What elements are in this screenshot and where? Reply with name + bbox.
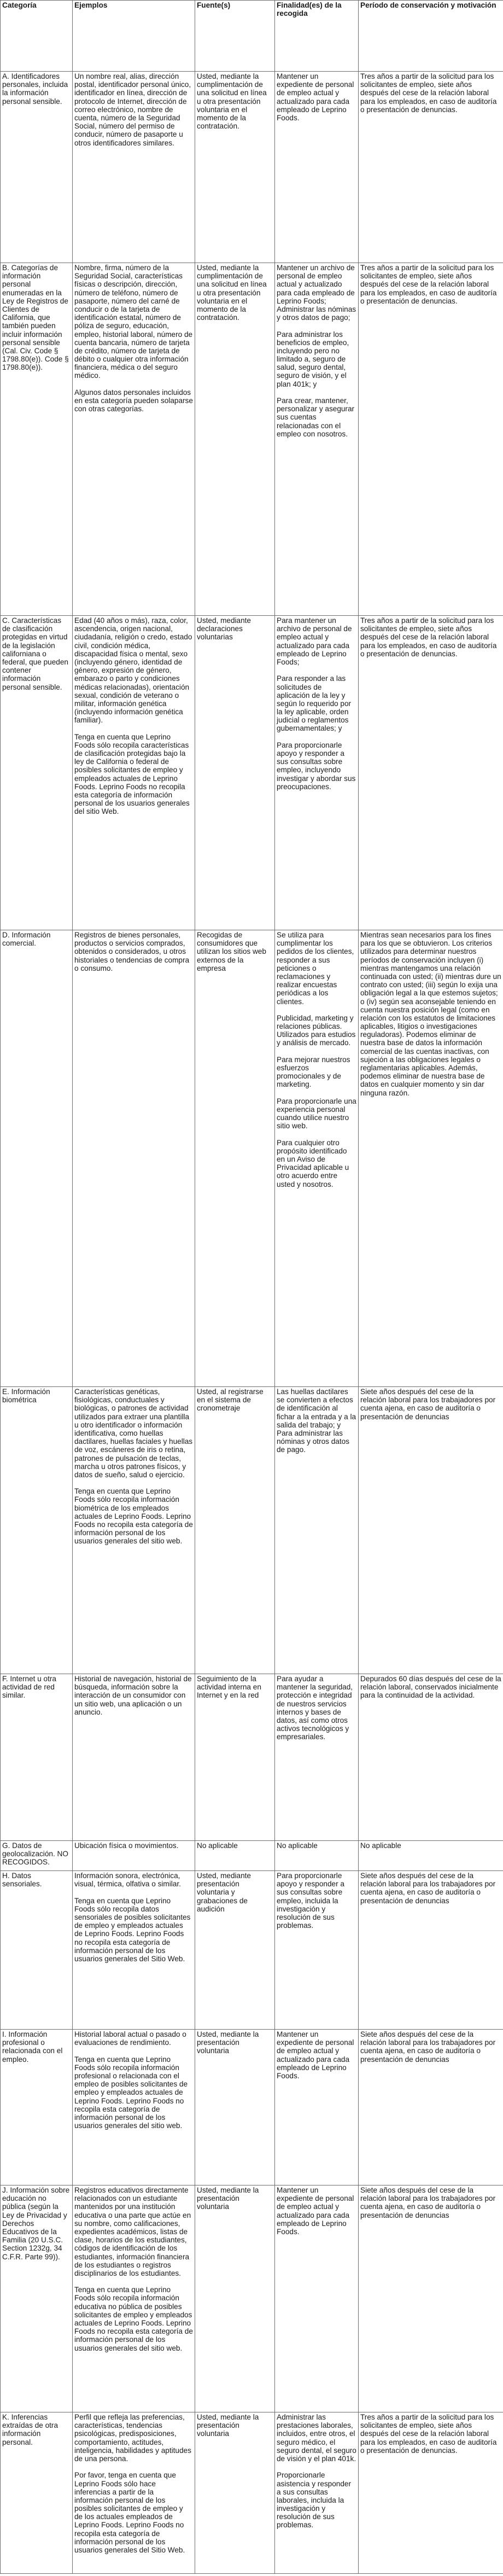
table-header-row <box>1 1 503 72</box>
cell-ejemplos: Historial de navegación, historial de búsqueda, información sobre la interacción de un consumidor con un sitio web, una aplicación o un anuncio. <box>73 1674 195 1841</box>
cell-periodo: Siete años después del cese de la relación laboral para los trabajadores por cuenta ajena, en caso de auditoría o presentación de denuncias <box>359 2030 503 2185</box>
cell-finalidad: Mantener un expediente de personal de empleo actual y actualizado para cada empleado de Leprino Foods. <box>275 2030 359 2185</box>
cell-categoria: B. Categorías de información personal enumeradas en la Ley de Registros de Clientes de California, que también pueden incluir información personal sensible (Cal. Civ. Code § 1798.80(e)). Code § 1798.80(e)). <box>1 263 73 616</box>
cell-periodo: Siete años después del cese de la relación laboral para los trabajadores por cuenta ajena, en caso de auditoría o presentación de denuncias <box>359 1387 503 1674</box>
cell-fuentes: Seguimiento de la actividad interna en Internet y en la red <box>195 1674 275 1841</box>
cell-finalidad: Para proporcionarle apoyo y responder a sus consultas sobre empleo, incluida la investigación y resolución de sus problemas. <box>275 1871 359 2030</box>
cell-periodo: Tres años a partir de la solicitud para los solicitantes de empleo, siete años después del cese de la relación laboral para los empleados, en caso de auditoría o presentación de denuncias. <box>359 616 503 930</box>
cell-ejemplos: Nombre, firma, número de la Seguridad Social, características físicas o descripción, dirección, número de teléfono, número de pasaporte, número del carné de conducir o de la tarjeta de identificación estatal, número de póliza de seguro, educación, empleo, historial laboral, número de cuenta bancaria, número de tarjeta de crédito, número de tarjeta de débito o cualquier otra información financiera, médica o del seguro médico. Algunos datos personales incluidos en esta categoría pueden solaparse con otras categorías. <box>73 263 195 616</box>
table-row <box>1 263 503 616</box>
cell-categoria: D. Información comercial. <box>1 930 73 1387</box>
cell-fuentes: Usted, mediante la cumplimentación de una solicitud en línea u otra presentación voluntaria en el momento de la contratación. <box>195 72 275 263</box>
cell-finalidad: No aplicable <box>275 1841 359 1871</box>
header-categoria: Categoría <box>1 1 73 72</box>
cell-categoria: G. Datos de geolocalización. NO RECOGIDOS. <box>1 1841 73 1871</box>
cell-ejemplos: Un nombre real, alias, dirección postal, identificador personal único, identificador en línea, dirección de protocolo de Internet, dirección de correo electrónico, nombre de cuenta, número de la Seguridad Social, número del permiso de conducir, número de pasaporte u otros identificadores similares. <box>73 72 195 263</box>
cell-fuentes: No aplicable <box>195 1841 275 1871</box>
table-row <box>1 930 503 1387</box>
cell-categoria: A. Identificadores personales, incluida la información personal sensible. <box>1 72 73 263</box>
cell-finalidad: Administrar las prestaciones laborales, incluidos, entre otros, el seguro médico, el seguro dental, el seguro de visión y el plan 401k. Proporcionarle asistencia y responder a sus consultas laborales, incluida la investigación y resolución de sus problemas. <box>275 2412 359 2574</box>
cell-ejemplos: Edad (40 años o más), raza, color, ascendencia, origen nacional, ciudadanía, religión o credo, estado civil, condición médica, discapacidad física o mental, sexo (incluyendo género, identidad de género, expresión de género, embarazo o parto y condiciones médicas relacionadas), orientación sexual, condición de veterano o militar, información genética (incluyendo información genética familiar). Tenga en cuenta que Leprino Foods sólo recopila características de clasificación protegidas bajo la ley de California o federal de posibles solicitantes de empleo y empleados actuales de Leprino Foods. Leprino Foods no recopila esta categoría de información personal de los usuarios generales del sitio Web. <box>73 616 195 930</box>
cell-fuentes: Usted, mediante la presentación voluntaria <box>195 2412 275 2574</box>
cell-fuentes: Usted, mediante la presentación voluntaria <box>195 2030 275 2185</box>
cell-categoria: C. Características de clasificación protegidas en virtud de la legislación californiana o federal, que pueden contener información personal sensible. <box>1 616 73 930</box>
table-row <box>1 72 503 263</box>
header-finalidad: Finalidad(es) de la recogida <box>275 1 359 72</box>
header-periodo: Período de conservación y motivación <box>359 1 503 72</box>
cell-categoria: H. Datos sensoriales. <box>1 1871 73 2030</box>
cell-ejemplos: Ubicación física o movimientos. <box>73 1841 195 1871</box>
cell-categoria: I. Información profesional o relacionada con el empleo. <box>1 2030 73 2185</box>
header-fuentes: Fuente(s) <box>195 1 275 72</box>
cell-fuentes: Usted, al registrarse en el sistema de cronometraje <box>195 1387 275 1674</box>
cell-finalidad: Mantener un expediente de personal de empleo actual y actualizado para cada empleado de Leprino Foods. <box>275 72 359 263</box>
cell-fuentes: Recogidas de consumidores que utilizan los sitios web externos de la empresa <box>195 930 275 1387</box>
table-row <box>1 616 503 930</box>
cell-categoria: E. Información biométrica <box>1 1387 73 1674</box>
cell-periodo: No aplicable <box>359 1841 503 1871</box>
cell-ejemplos: Historial laboral actual o pasado o evaluaciones de rendimiento. Tenga en cuenta que Leprino Foods sólo recopila información profesional o relacionada con el empleo de posibles solicitantes de empleo y empleados actuales de Leprino Foods. Leprino Foods no recopila esta categoría de información personal de los usuarios generales del sitio web. <box>73 2030 195 2185</box>
header-ejemplos: Ejemplos <box>73 1 195 72</box>
cell-finalidad: Para ayudar a mantener la seguridad, protección e integridad de nuestros servicios internos y bases de datos, así como otros activos tecnológicos y empresariales. <box>275 1674 359 1841</box>
table-row <box>1 1841 503 1871</box>
table-row <box>1 1387 503 1674</box>
cell-periodo: Tres años a partir de la solicitud para los solicitantes de empleo, siete años después del cese de la relación laboral para los empleados, en caso de auditoría o presentación de denuncias. <box>359 2412 503 2574</box>
cell-fuentes: Usted, mediante presentación voluntaria y grabaciones de audición <box>195 1871 275 2030</box>
cell-finalidad: Las huellas dactilares se convierten a efectos de identificación al fichar a la entrada y a la salida del trabajo; y Para administrar las nóminas y otros datos de pago. <box>275 1387 359 1674</box>
cell-finalidad: Se utiliza para cumplimentar los pedidos de los clientes, responder a sus peticiones o reclamaciones y realizar encuestas periódicas a los clientes. Publicidad, marketing y relaciones públicas. Utilizados para estudios y análisis de mercado. Para mejorar nuestros esfuerzos promocionales y de marketing. Para proporcionarle una experiencia personal cuando utilice nuestro sitio web. Para cualquier otro propósito identificado en un Aviso de Privacidad aplicable u otro acuerdo entre usted y nosotros. <box>275 930 359 1387</box>
cell-periodo: Tres años a partir de la solicitud para los solicitantes de empleo, siete años después del cese de la relación laboral para los empleados, en caso de auditoría o presentación de denuncias. <box>359 72 503 263</box>
cell-periodo: Siete años después del cese de la relación laboral para los trabajadores por cuenta ajena, en caso de auditoría o presentación de denuncias <box>359 1871 503 2030</box>
cell-categoria: K. Inferencias extraídas de otra información personal. <box>1 2412 73 2574</box>
cell-fuentes: Usted, mediante declaraciones voluntarias <box>195 616 275 930</box>
cell-fuentes: Usted, mediante la presentación voluntaria <box>195 2185 275 2412</box>
cell-finalidad: Mantener un archivo de personal de empleo actual y actualizado para cada empleado de Leprino Foods; Administrar las nóminas y otros datos de pago; Para administrar los beneficios de empleo, incluyendo pero no limitado a, seguro de salud, seguro dental, seguro de visión, y el plan 401k; y Para crear, mantener, personalizar y asegurar sus cuentas relacionadas con el empleo con nosotros. <box>275 263 359 616</box>
table-row <box>1 1871 503 2030</box>
cell-categoria: J. Información sobre educación no pública (según la Ley de Privacidad y Derechos Educativos de la Familia (20 U.S.C. Section 1232g, 34 C.F.R. Parte 99)). <box>1 2185 73 2412</box>
cell-periodo: Tres años a partir de la solicitud para los solicitantes de empleo, siete años después del cese de la relación laboral para los empleados, en caso de auditoría o presentación de denuncias. <box>359 263 503 616</box>
table-row <box>1 2185 503 2412</box>
cell-periodo: Depurados 60 días después del cese de la relación laboral, conservados inicialmente para la continuidad de la actividad. <box>359 1674 503 1841</box>
cell-ejemplos: Registros de bienes personales, productos o servicios comprados, obtenidos o considerados, u otros historiales o tendencias de compra o consumo. <box>73 930 195 1387</box>
table-row <box>1 1674 503 1841</box>
cell-ejemplos: Información sonora, electrónica, visual, térmica, olfativa o similar. Tenga en cuenta que Leprino Foods sólo recopila datos sensoriales de posibles solicitantes de empleo y empleados actuales de Leprino Foods. Leprino Foods no recopila esta categoría de información personal de los usuarios generales del Sitio Web. <box>73 1871 195 2030</box>
cell-finalidad: Para mantener un archivo de personal de empleo actual y actualizado para cada empleado de Leprino Foods; Para responder a las solicitudes de aplicación de la ley y según lo requerido por la ley aplicable, orden judicial o reglamentos gubernamentales; y Para proporcionarle apoyo y responder a sus consultas sobre empleo, incluyendo investigar y abordar sus preocupaciones. <box>275 616 359 930</box>
cell-periodo: Mientras sean necesarios para los fines para los que se obtuvieron. Los criterios utilizados para determinar nuestros períodos de conservación incluyen (i) mientras mantengamos una relación continuada con usted; (ii) mientras dure un contrato con usted; (iii) según lo exija una obligación legal a la que estemos sujetos; o (iv) según sea aconsejable teniendo en cuenta nuestra posición legal (como en relación con los estatutos de limitaciones aplicables, litigios o investigaciones reguladoras). Podemos eliminar de nuestra base de datos la información comercial de las cuentas inactivas, con sujeción a las obligaciones legales o reglamentarias aplicables. Además, podemos eliminar de nuestra base de datos en cualquier momento y sin dar ninguna razón. <box>359 930 503 1387</box>
cell-periodo: Siete años después del cese de la relación laboral para los trabajadores por cuenta ajena, en caso de auditoría o presentación de denuncias <box>359 2185 503 2412</box>
cell-finalidad: Mantener un expediente de personal de empleo actual y actualizado para cada empleado de Leprino Foods. <box>275 2185 359 2412</box>
cell-fuentes: Usted, mediante la cumplimentación de una solicitud en línea u otra presentación voluntaria en el momento de la contratación. <box>195 263 275 616</box>
table-row <box>1 2030 503 2185</box>
cell-ejemplos: Características genéticas, fisiológicas, conductuales y biológicas, o patrones de actividad utilizados para extraer una plantilla u otro identificador o información identificativa, como huellas dactilares, huellas faciales y huellas de voz, escáneres de iris o retina, patrones de pulsación de teclas, marcha u otros patrones físicos, y datos de sueño, salud o ejercicio. Tenga en cuenta que Leprino Foods sólo recopila información biométrica de los empleados actuales de Leprino Foods. Leprino Foods no recopila esta categoría de información personal de los usuarios generales del sitio web. <box>73 1387 195 1674</box>
cell-ejemplos: Perfil que refleja las preferencias, características, tendencias psicológicas, predisposiciones, comportamiento, actitudes, inteligencia, habilidades y aptitudes de una persona. Por favor, tenga en cuenta que Leprino Foods sólo hace inferencias a partir de la información personal de los posibles solicitantes de empleo y de los actuales empleados de Leprino Foods. Leprino Foods no recopila esta categoría de información personal de los usuarios generales del Sitio Web. <box>73 2412 195 2574</box>
cell-ejemplos: Registros educativos directamente relacionados con un estudiante mantenidos por una institución educativa o una parte que actúe en su nombre, como calificaciones, expedientes académicos, listas de clase, horarios de los estudiantes, códigos de identificación de los estudiantes, información financiera de los estudiantes o registros disciplinarios de los estudiantes. Tenga en cuenta que Leprino Foods sólo recopila información educativa no pública de posibles solicitantes de empleo y empleados actuales de Leprino Foods. Leprino Foods no recopila esta categoría de información personal de los usuarios generales del sitio web. <box>73 2185 195 2412</box>
cell-categoria: F. Internet u otra actividad de red similar. <box>1 1674 73 1841</box>
table-row <box>1 2412 503 2574</box>
